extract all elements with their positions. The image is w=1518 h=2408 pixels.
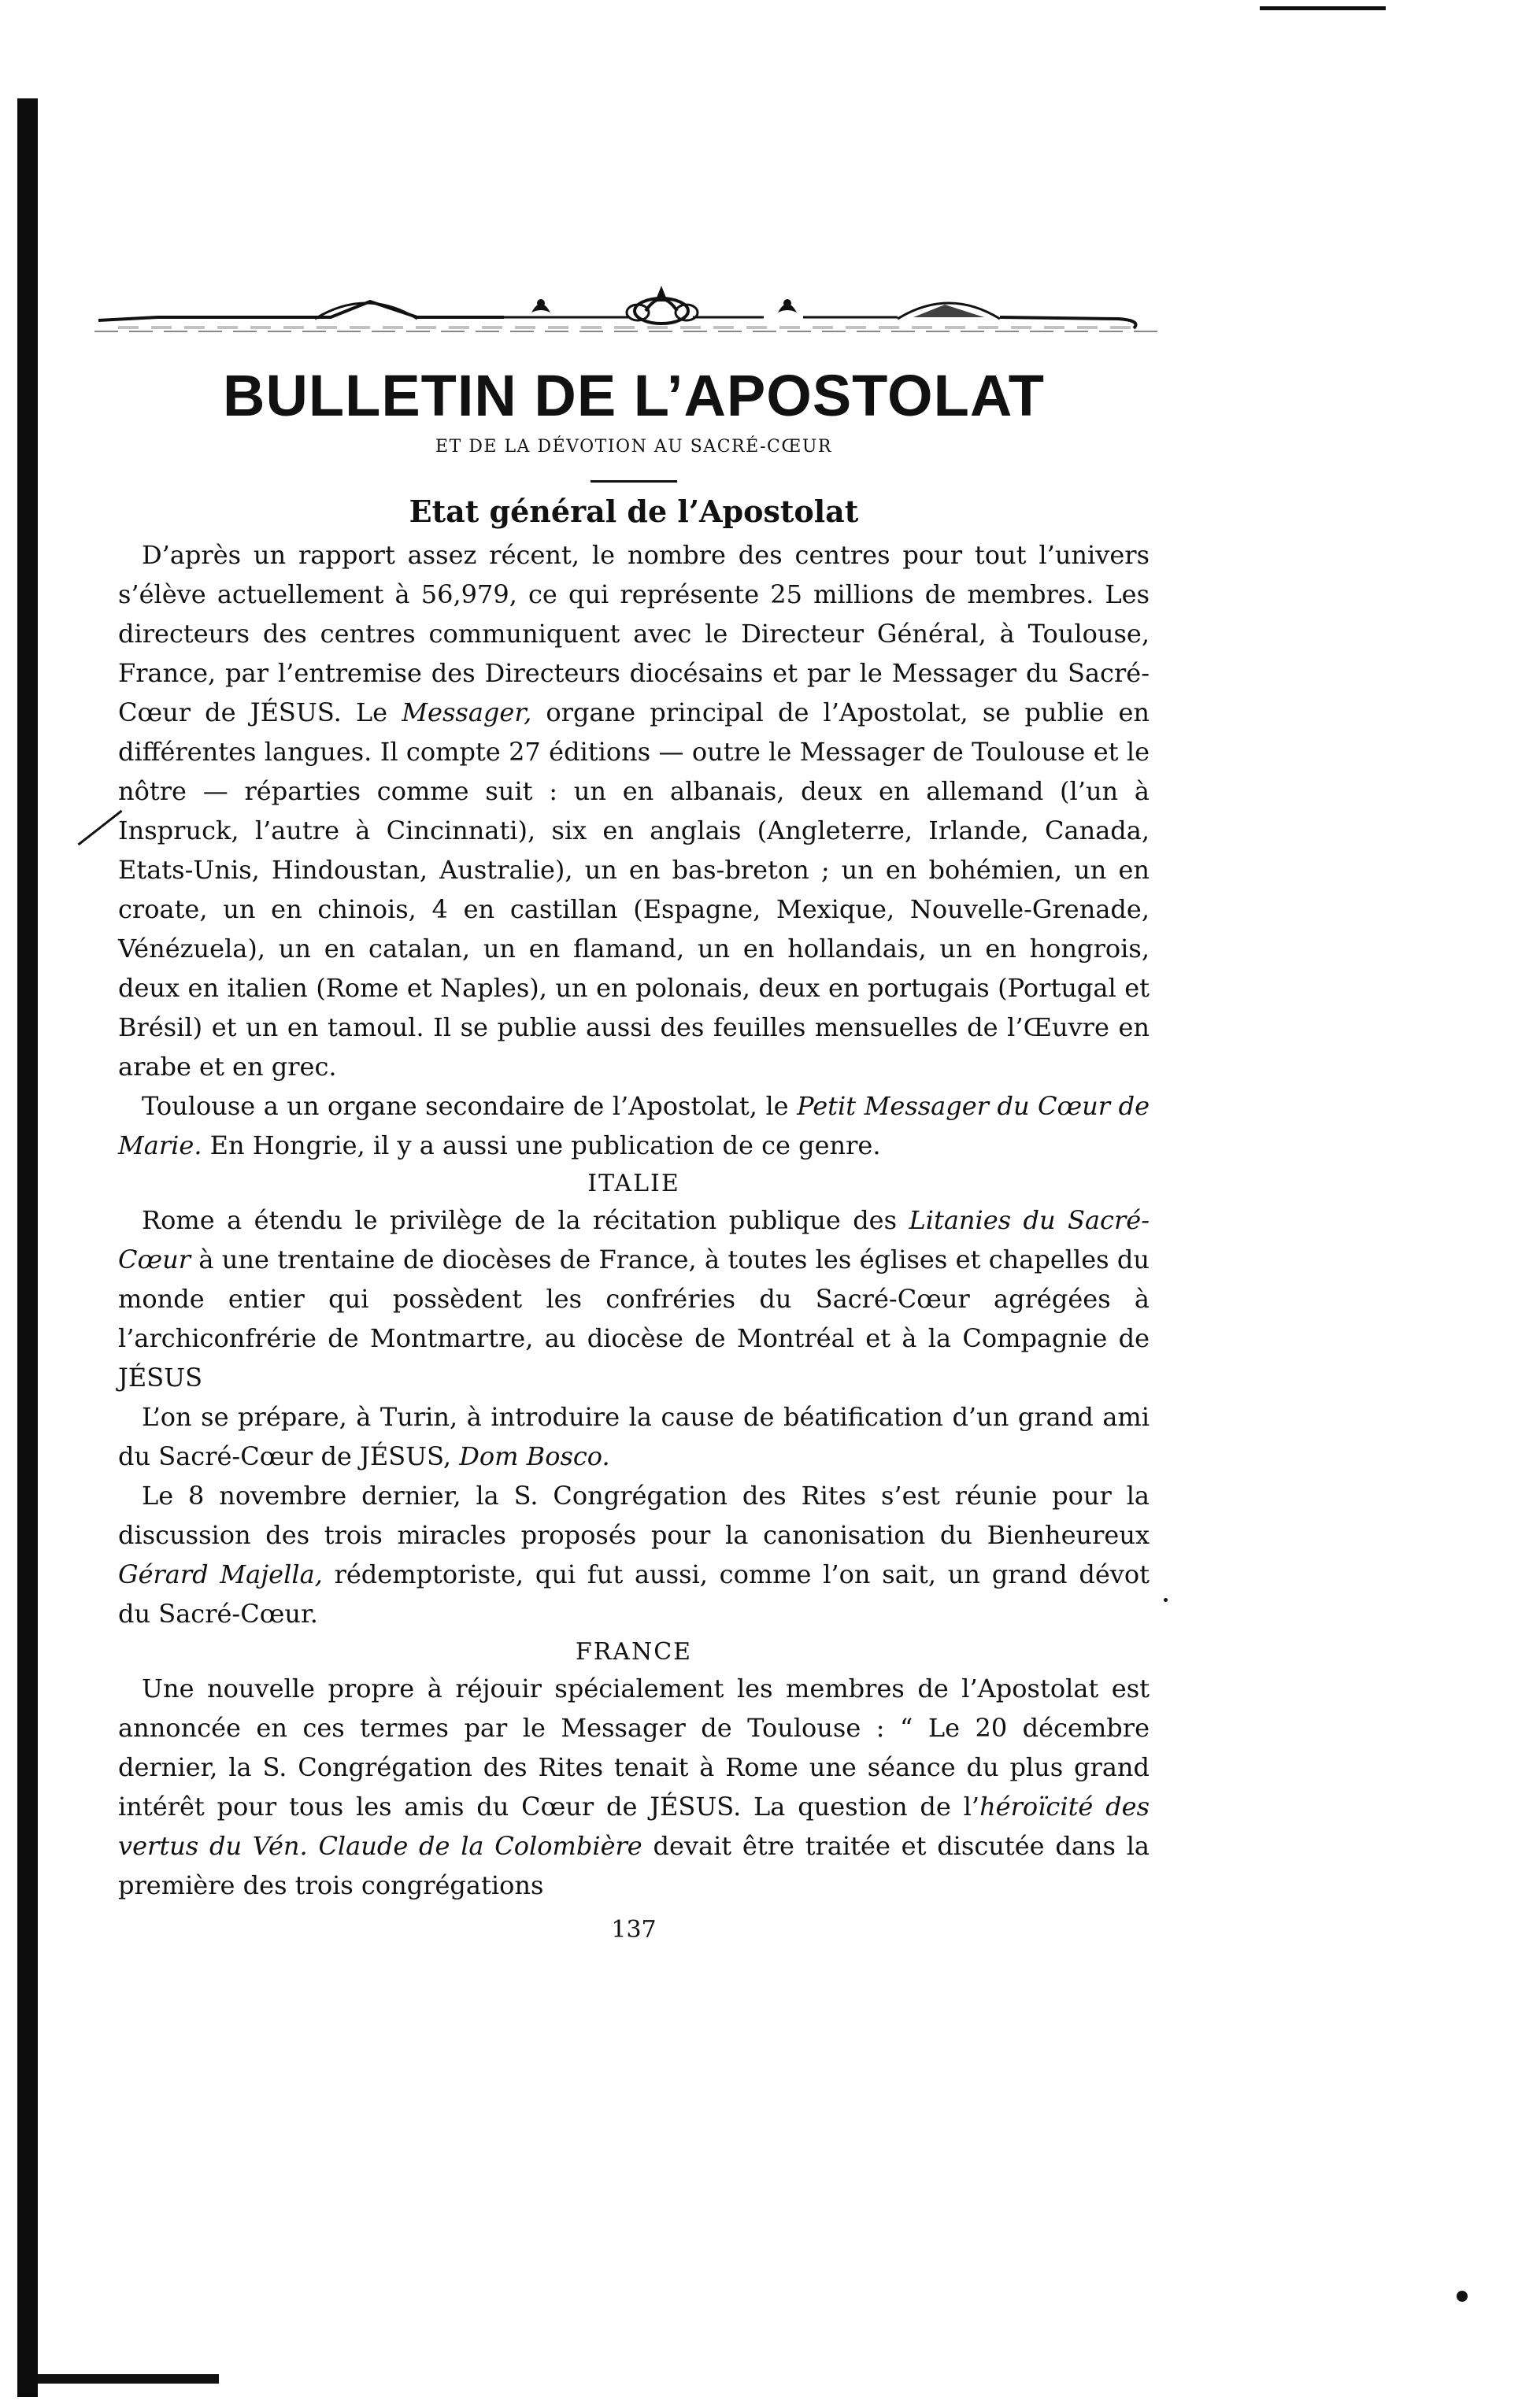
page-body — [118, 338, 1150, 1944]
italie-heading: ITALIE — [587, 1170, 680, 1198]
paragraph-rome — [118, 1200, 1150, 1397]
paragraph-turin — [118, 1397, 1150, 1476]
paragraph-italic-text: Gérard Majella, — [118, 1559, 323, 1590]
france-heading: FRANCE — [575, 1638, 693, 1666]
paragraph-text: Rome a étendu le privilège de la récitation publique des — [142, 1205, 909, 1236]
bulletin-subtitle: ET DE LA DÉVOTION AU SACRÉ-CŒUR — [435, 437, 832, 457]
paragraph-italic-text: Petit Messager du Cœur de Marie. — [118, 1091, 1150, 1161]
paragraph-etat-general — [118, 535, 1150, 1086]
bulletin-title: BULLETIN DE L’APOSTOLAT — [223, 363, 1045, 428]
title-divider — [591, 480, 677, 483]
paragraph-toulouse — [118, 1086, 1150, 1165]
binding-foot-shadow — [38, 2374, 219, 2384]
paragraph-italic-text: Messager, — [402, 697, 532, 728]
edge-dot — [1457, 2291, 1468, 2302]
paragraph-italic-text: Litanies du Sacré-Cœur — [118, 1205, 1150, 1275]
paragraph-congregation — [118, 1476, 1150, 1633]
paragraph-france — [118, 1669, 1150, 1905]
section-heading: Etat général de l’Apostolat — [409, 494, 859, 530]
paragraph-text: L’on se prépare, à Turin, à introduire la cause de béatification d’un grand ami du Sacré-Cœur de JÉSUS, — [118, 1402, 1150, 1472]
paragraph-text: Toulouse a un organe secondaire de l’Apostolat, le — [142, 1091, 798, 1122]
decorative-ornament-border — [94, 272, 1157, 342]
paragraph-italic-text: héroïcité des vertus du Vén. Claude de la Colombière — [118, 1792, 1150, 1862]
margin-dot — [1164, 1598, 1168, 1602]
paragraph-italic-text: Dom Bosco. — [459, 1441, 610, 1472]
paragraph-text: organe principal de l’Apostolat, se publie en différentes langues. Il compte 27 éditions — outre le Messager de Toulouse et le nôtre — réparties comme suit : un en albanais, deux en allemand (l’un à Inspruck, l’autre à Cincinnati), six en anglais (Angleterre, Irlande, Canada, Etats-Unis, Hindoustan, Australie), un en bas-breton ; un en bohémien, un en croate, un en chinois, 4 en castillan (Espagne, Mexique, Nouvelle-Grenade, Vénézuela), un en catalan, un en flamand, un en hollandais, un en hongrois, deux en italien (Rome et Naples), un en polonais, deux en portugais (Portugal et Brésil) et un en tamoul. Il se publie aussi des feuilles mensuelles de l’Œuvre en arabe et en grec. — [118, 697, 1150, 1082]
binding-shadow — [17, 98, 38, 2397]
paragraph-text: devait être traitée et discutée dans la première des trois congrégations — [118, 1831, 1150, 1901]
paragraph-text: rédemptoriste, qui fut aussi, comme l’on sait, un grand dévot du Sacré-Cœur. — [118, 1559, 1150, 1629]
ornament-underline — [118, 326, 1142, 329]
paragraph-text: Le 8 novembre dernier, la S. Congrégation des Rites s’est réunie pour la discussion des trois miracles proposés pour la canonisation du Bienheureux — [118, 1481, 1150, 1551]
top-edge-rule — [1260, 6, 1386, 10]
paragraph-text: D’après un rapport assez récent, le nombre des centres pour tout l’univers s’élève actuellement à 56,979, ce qui représente 25 millions de membres. Les directeurs des centres communiquent avec le Directeur Général, à Toulouse, France, par l’entremise des Directeurs diocésains et par le Messager du Sacré-Cœur de JÉSUS. Le — [118, 540, 1150, 728]
paragraph-text: Une nouvelle propre à réjouir spécialement les membres de l’Apostolat est annoncée en ces termes par le Messager de Toulouse : “ Le 20 décembre dernier, la S. Congrégation des Rites tenait à Rome une séance du plus grand intérêt pour tous les amis du Cœur de JÉSUS. La question de l’ — [118, 1674, 1150, 1822]
margin-mark — [77, 810, 122, 845]
page-number: 137 — [611, 1916, 657, 1944]
paragraph-text: En Hongrie, il y a aussi une publication de ce genre. — [202, 1130, 881, 1161]
paragraph-text: à une trentaine de diocèses de France, à toutes les églises et chapelles du monde entier qui possèdent les confréries du Sacré-Cœur agrégées à l’archiconfrérie de Montmartre, au diocèse de Montréal et à la Compagnie de JÉSUS — [118, 1245, 1150, 1393]
